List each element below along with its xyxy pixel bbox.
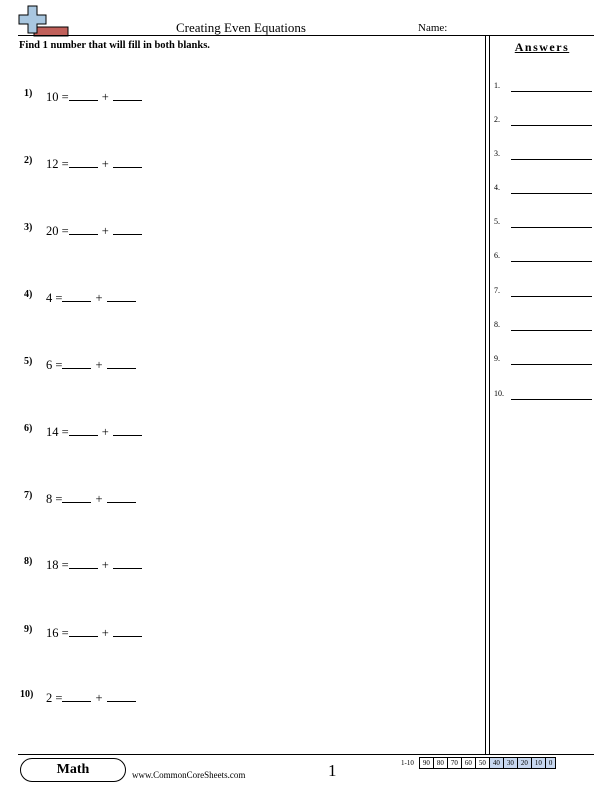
score-cell: 20: [517, 758, 531, 769]
problem-lhs: 12 =: [46, 157, 69, 171]
column-divider: [489, 36, 490, 754]
blank[interactable]: [113, 424, 142, 436]
problem-lhs: 14 =: [46, 425, 69, 439]
answer-row[interactable]: [494, 217, 594, 231]
problem-number: 6): [24, 423, 33, 434]
answer-number: 7.: [494, 286, 500, 295]
plus-book-logo-icon: [18, 5, 70, 37]
problem-number: 4): [24, 289, 33, 300]
blank[interactable]: [62, 491, 91, 503]
answer-row[interactable]: [494, 115, 594, 129]
answers-title: Answers: [514, 40, 570, 54]
blank[interactable]: [69, 424, 98, 436]
answer-line[interactable]: [511, 227, 592, 228]
plus-sign: +: [101, 425, 109, 439]
problem-number: 8): [24, 556, 33, 567]
answer-line[interactable]: [511, 193, 592, 194]
plus-sign: +: [101, 558, 109, 572]
blank[interactable]: [62, 357, 91, 369]
answer-row[interactable]: [494, 320, 594, 334]
answer-row[interactable]: [494, 286, 594, 300]
site-url: www.CommonCoreSheets.com: [132, 770, 246, 780]
answer-row[interactable]: [494, 354, 594, 368]
answer-line[interactable]: [511, 159, 592, 160]
subject-badge: Math: [20, 758, 126, 782]
answer-number: 3.: [494, 149, 500, 158]
score-cell: 70: [447, 758, 461, 769]
blank[interactable]: [69, 625, 98, 637]
problem-number: 9): [24, 624, 33, 635]
plus-sign: +: [95, 358, 103, 372]
answer-number: 5.: [494, 217, 500, 226]
blank[interactable]: [107, 690, 136, 702]
plus-sign: +: [95, 691, 103, 705]
answer-number: 9.: [494, 354, 500, 363]
problem-lhs: 16 =: [46, 626, 69, 640]
problem-lhs: 4 =: [46, 291, 63, 305]
answer-line[interactable]: [511, 399, 592, 400]
blank[interactable]: [62, 690, 91, 702]
problem-number: 10): [20, 689, 34, 700]
plus-sign: +: [101, 90, 109, 104]
footer-divider: [18, 754, 594, 755]
blank[interactable]: [107, 357, 136, 369]
problem-number: 3): [24, 222, 33, 233]
header-divider: [18, 35, 594, 36]
blank[interactable]: [69, 89, 98, 101]
problem-lhs: 20 =: [46, 224, 69, 238]
plus-sign: +: [101, 157, 109, 171]
worksheet-title: Creating Even Equations: [176, 20, 306, 35]
score-cell: 50: [475, 758, 489, 769]
answer-number: 8.: [494, 320, 500, 329]
score-cell: 90: [419, 758, 433, 769]
blank[interactable]: [62, 290, 91, 302]
answer-row[interactable]: [494, 149, 594, 163]
answer-number: 2.: [494, 115, 500, 124]
problem-number: 1): [24, 88, 33, 99]
score-table: [398, 757, 556, 769]
problem-lhs: 2 =: [46, 691, 63, 705]
column-divider: [485, 36, 486, 754]
score-range: 1-10: [401, 759, 414, 767]
problem-lhs: 18 =: [46, 558, 69, 572]
blank[interactable]: [107, 290, 136, 302]
blank[interactable]: [113, 557, 142, 569]
answer-row[interactable]: [494, 183, 594, 197]
problem-number: 2): [24, 155, 33, 166]
answer-row[interactable]: [494, 389, 594, 403]
problem-lhs: 10 =: [46, 90, 69, 104]
problem-number: 7): [24, 490, 33, 501]
answer-number: 4.: [494, 183, 500, 192]
answer-number: 10.: [494, 389, 504, 398]
score-cell: 80: [433, 758, 447, 769]
blank[interactable]: [113, 223, 142, 235]
blank[interactable]: [69, 557, 98, 569]
plus-sign: +: [101, 224, 109, 238]
name-label: Name:: [418, 22, 448, 34]
score-cell: 30: [503, 758, 517, 769]
answer-line[interactable]: [511, 364, 592, 365]
score-cell: 10: [531, 758, 545, 769]
score-cell: 40: [489, 758, 503, 769]
problem-number: 5): [24, 356, 33, 367]
blank[interactable]: [113, 625, 142, 637]
blank[interactable]: [113, 156, 142, 168]
problem-lhs: 6 =: [46, 358, 63, 372]
page-number: 1: [328, 761, 337, 780]
score-cell: 0: [545, 758, 556, 769]
answer-row[interactable]: [494, 81, 594, 95]
blank[interactable]: [107, 491, 136, 503]
answer-row[interactable]: [494, 251, 594, 265]
answer-line[interactable]: [511, 91, 592, 92]
score-cell: 60: [461, 758, 475, 769]
answer-line[interactable]: [511, 296, 592, 297]
plus-sign: +: [95, 291, 103, 305]
plus-sign: +: [101, 626, 109, 640]
blank[interactable]: [69, 223, 98, 235]
problem-lhs: 8 =: [46, 492, 63, 506]
answer-number: 1.: [494, 81, 500, 90]
answer-line[interactable]: [511, 125, 592, 126]
answer-number: 6.: [494, 251, 500, 260]
blank[interactable]: [69, 156, 98, 168]
answer-line[interactable]: [511, 330, 592, 331]
instructions: Find 1 number that will fill in both blanks.: [19, 40, 210, 51]
answer-line[interactable]: [511, 261, 592, 262]
blank[interactable]: [113, 89, 142, 101]
plus-sign: +: [95, 492, 103, 506]
